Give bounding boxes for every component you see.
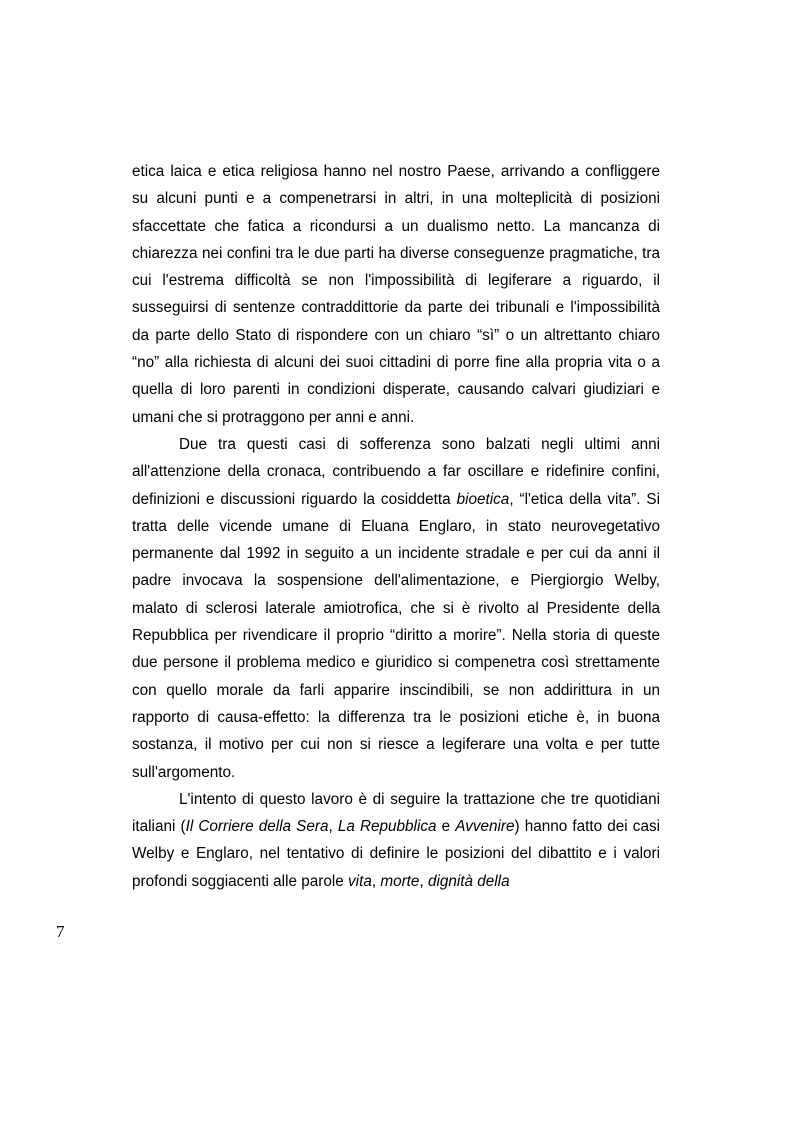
italic-text-segment: bioetica xyxy=(456,490,510,508)
paragraph-3 xyxy=(132,786,660,895)
italic-text-segment: Avvenire xyxy=(455,818,515,836)
text-segment: , xyxy=(419,872,428,890)
text-segment: ) hanno fatto dei casi Welby e Englaro, nel tentativo di definire le posizioni del dibattito e i valori profondi soggiacenti alle parole xyxy=(132,818,660,890)
page-number: 7 xyxy=(56,922,65,941)
paragraph-2 xyxy=(132,431,660,786)
text-segment: e xyxy=(436,818,456,836)
text-segment: L'intento di questo lavoro è di seguire la trattazione che tre quotidiani italiani ( xyxy=(132,790,660,836)
italic-text-segment: La Repubblica xyxy=(337,818,437,836)
text-segment: , xyxy=(371,872,381,890)
italic-text-segment: dignità della xyxy=(427,872,510,890)
italic-text-segment: morte xyxy=(380,872,420,890)
italic-text-segment: vita xyxy=(348,872,372,890)
body-text xyxy=(132,158,660,895)
text-segment: , xyxy=(328,818,338,836)
italic-text-segment: Il Corriere della Sera xyxy=(185,818,329,836)
text-segment: etica laica e etica religiosa hanno nel nostro Paese, arrivando a confliggere su alcuni punti e a compenetrarsi in altri, in una molteplicità di posizioni sfaccettate che fatica a ricondursi a un dualismo netto. La mancanza di chiarezza nei confini tra le due parti ha diverse conseguenze pragmatiche, tra cui l'estrema difficoltà se non l'impossibilità di legiferare a riguardo, il susseguirsi di sentenze contraddittorie da parte dei tribunali e l'impossibilità da parte dello Stato di rispondere con un chiaro “sì” o un altrettanto chiaro “no” alla richiesta di alcuni dei suoi cittadini di porre fine alla propria vita o a quella di loro parenti in condizioni disperate, causando calvari giudiziari e umani che si protraggono per anni e anni. xyxy=(132,163,660,426)
paragraph-1 xyxy=(132,158,660,431)
text-segment: , “l'etica della vita”. Si tratta delle vicende umane di Eluana Englaro, in stato neurovegetativo permanente dal 1992 in seguito a un incidente stradale e per cui da anni il padre invocava la sospensione dell'alimentazione, e Piergiorgio Welby, malato di sclerosi laterale amiotrofica, che si è rivolto al Presidente della Repubblica per rivendicare il proprio “diritto a morire”. Nella storia di queste due persone il problema medico e giuridico si compenetra così strettamente con quello morale da farli apparire inscindibili, se non addirittura in un rapporto di causa-effetto: la differenza tra le posizioni etiche è, in buona sostanza, il motivo per cui non si riesce a legiferare una volta e per tutte sull'argomento. xyxy=(132,490,660,781)
text-segment: Due tra questi casi di sofferenza sono balzati negli ultimi anni all'attenzione della cronaca, contribuendo a far oscillare e ridefinire confini, definizioni e discussioni riguardo la cosiddetta xyxy=(132,435,660,508)
